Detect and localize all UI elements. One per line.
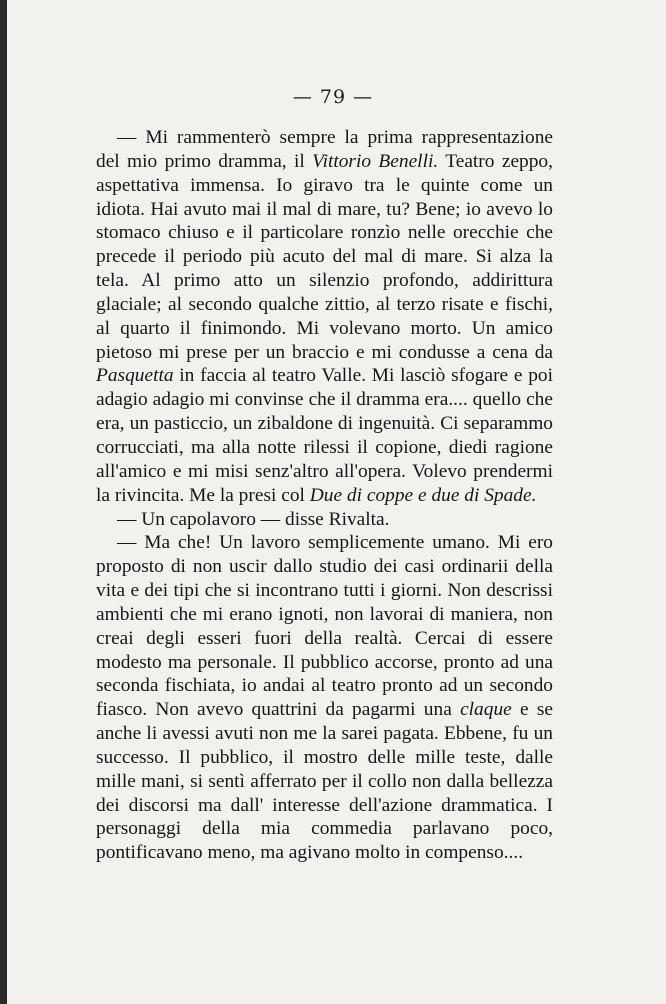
page-number: — 79 — <box>292 86 374 108</box>
italic-word: claque <box>460 699 512 721</box>
page-spine-shadow <box>0 0 7 1004</box>
paragraph <box>96 126 553 508</box>
italic-title: Due di coppe e due di Spade. <box>309 484 537 506</box>
text-run: — Mi rammenterò sempre la prima rappresentazione del mio primo dramma, il <box>96 127 553 172</box>
text-run: Teatro zeppo, aspettativa immensa. Io giravo tra le quinte come un idiota. Hai avuto mai il mal di mare, tu? Bene; io avevo lo stomaco chiuso e il particolare ronzìo nelle orecchie che precede il periodo più acuto del mal di mare. Si alza la tela. Al primo atto un silenzio profondo, addirittura glaciale; al secondo qualche zittio, al terzo risate e fischi, al quarto il finimondo. Mi volevano morto. Un amico pietoso mi prese per un braccio e mi condusse a cena da <box>96 150 553 363</box>
paragraph <box>96 531 553 865</box>
text-run: — Ma che! Un lavoro semplicemente umano. Mi ero proposto di non uscir dallo studio dei casi ordinarii della vita e dei tipi che si incontrano tutti i giorni. Non descrissi ambienti che mi erano ignoti, non lavorai di maniera, non creai degli esseri fuori della realtà. Cercai di essere modesto ma personale. Il pubblico accorse, pronto ad una seconda fischiata, io andai al teatro pronto ad un secondo fiasco. Non avevo quattrini da pagarmi una <box>96 532 553 721</box>
text-run: — Un capolavoro — disse Rivalta. <box>117 508 390 530</box>
text-run: in faccia al teatro Valle. Mi lasciò sfogare e poi adagio adagio mi convinse che il dramma era.... quello che era, un pasticcio, un zibaldone di ingenuità. Ci separammo corrucciati, ma alla notte rilessi il copione, diedi ragione all'amico e mi misi senz'altro all'opera. Volevo prendermi la rivincita. Me la presi col <box>96 365 553 506</box>
italic-title: Vittorio Benelli. <box>312 150 439 172</box>
text-run: e se anche li avessi avuti non me la sarei pagata. Ebbene, fu un successo. Il pubblico, il mostro delle mille teste, dalle mille mani, si sentì afferrato per il collo non dalla bellezza dei discorsi ma dall' interesse dell'azione drammatica. I personaggi della mia commedia parlavano poco, pontificavano meno, ma agivano molto in compenso.... <box>96 699 553 864</box>
body-text <box>96 126 553 865</box>
italic-name: Pasquetta <box>96 365 174 387</box>
paragraph <box>96 508 553 532</box>
